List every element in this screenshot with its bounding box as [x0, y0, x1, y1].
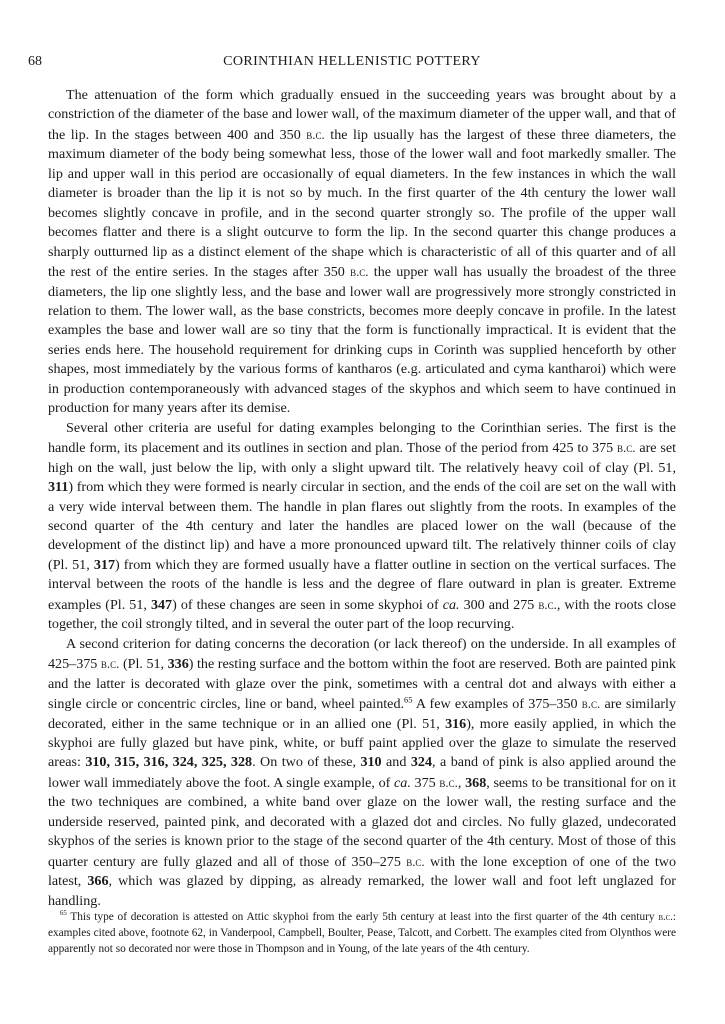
paragraph	[48, 419, 676, 635]
text-run: ) of these changes are seen in some skyphoi of	[172, 596, 443, 613]
running-head: CORINTHIAN HELLENISTIC POTTERY	[223, 54, 481, 69]
catalogue-number: 366	[87, 873, 109, 890]
paragraph	[48, 635, 676, 911]
text-run: ) from which they were formed is nearly circular in section, and the ends of the coil are set on the wall with a very wide interval between them. The handle in plan flares out slightly from the roots. In examples of the second quarter of the 4th century and later the handles are placed lower on the wall (because of the development of the distinct lip) and have a more pronounced upward tilt. The relatively thinner coils of clay (Pl. 51,	[48, 479, 676, 573]
text-run: b.c.	[100, 656, 120, 672]
text-run: A few examples of 375–350	[412, 696, 582, 713]
catalogue-number: 310, 315, 316, 324, 325, 328	[85, 754, 253, 771]
text-run: b.c.	[439, 774, 458, 790]
text-run: 300 and 275	[459, 596, 539, 613]
text-run: , seems to be transitional for on it the two techniques are combined, a white band over glaze on the lower wall, the resting surface and the underside reserved, painted pink, and decorated with a glazed dot and circles. No fully glazed, undecorated skyphos of the series is known prior to the stage of the second quarter of the 4th century. Most of those of this quarter century are fully glazed and all of those of 350–275	[48, 774, 677, 870]
text-run: , a band of pink is also applied around the lower wall immediately above the foot. A single example, of	[48, 754, 677, 791]
text-run: the lip usually has the largest of these three diameters, the maximum diameter of the body being somewhat less, those of the lower wall and foot markedly smaller. The lip and upper wall in this period are occasionally of equal diameters. In the few instances in which the wall diameter is broader than the lip it is not so by much. In the first quarter of the 4th century the lower wall becomes slightly concave in profile, and in the second quarter strongly so. The profile of the upper wall becomes flatter and there is a slight outcurve to form the lip. In the second quarter this change produces a sharply outturned lip as a distinct element of the shape which is characteristic of all of this quarter and of all the rest of the entire series. In the stages after 350	[48, 126, 676, 281]
catalogue-number: 324	[410, 754, 432, 771]
text-run: ) the resting surface and the bottom within the foot are reserved. Both are painted pink and the latter is decorated with glaze over the pink, sometimes with a central dot and always with either a single circle or concentric circles, line or band, wheel painted.	[48, 656, 676, 713]
text-run: . On two of these,	[252, 754, 361, 771]
footnote-marker: 65	[404, 694, 413, 705]
catalogue-number: 311	[48, 479, 69, 496]
text-run: ,	[457, 774, 466, 791]
text-run: The attenuation of the form which gradually ensued in the succeeding years was brought about by a constriction of the diameter of the base and lower wall, of the maximum diameter of the upper wall, and that of the lip. In the stages between 400 and 350	[48, 87, 676, 143]
text-run: are similarly decorated, either in the same technique or in an allied one (Pl. 51,	[48, 696, 676, 732]
text-run: Several other criteria are useful for dating examples belonging to the Corinthian series. The first is the handle form, its placement and its outlines in section and plan. Those of the period from 425 to 375	[48, 419, 676, 457]
catalogue-number: 336	[167, 656, 189, 673]
page-number: 68	[28, 54, 42, 69]
text-run: b.c.	[406, 853, 425, 869]
text-run: This type of decoration is attested on Attic skyphoi from the early 5th century at least into the first quarter of the 4th century	[66, 911, 659, 923]
catalogue-number: 317	[93, 556, 115, 573]
text-run: A second criterion for dating concerns the decoration (or lack thereof) on the underside. In all examples of 425–375	[48, 635, 676, 673]
footnote-65	[48, 910, 676, 957]
text-run: ) from which they are formed usually have a flatter outline in section on the vertical surfaces. The interval between the roots of the handle is less and the degree of flare outward in plan is greater. Extreme examples (Pl. 51,	[48, 556, 676, 613]
text-run: b.c.	[581, 696, 601, 712]
catalogue-number: 347	[150, 596, 173, 613]
text-run: ), more easily applied, in which the skyphoi are fully glazed but have pink, white, or buff paint applied over the glaze to simulate the reserved areas:	[48, 715, 676, 771]
catalogue-number: 316	[445, 715, 467, 732]
catalogue-number: 368	[465, 774, 487, 791]
text-run: b.c.	[538, 596, 557, 612]
text-run: , which was glazed by dipping, as already remarked, the lower wall and foot left unglazed for handling.	[48, 873, 677, 909]
text-run: : examples cited above, footnote 62, in Vanderpool, Campbell, Boulter, Pease, Talcott, and Corbett. The examples cited from Olynthos were apparently not so decorated nor were those in Thompson and in Young, of the late years of the 4th century.	[48, 911, 676, 955]
footnote-marker: 65	[60, 910, 67, 918]
text-run: ca.	[394, 774, 411, 791]
text-run: and	[381, 754, 411, 771]
text-run: , with the roots close together, the coil strongly tilted, and in several the outer part of the loop recurving.	[48, 596, 676, 633]
text-run: (Pl. 51,	[119, 656, 168, 673]
text-run: b.c.	[617, 440, 636, 456]
text-run: 375	[410, 774, 440, 791]
text-run: the upper wall has usually the broadest of the three diameters, the lip one slightly less, and the base and lower wall are progressively more strongly constricted in relation to them. The lower wall, as the base constricts, becomes more deeply concave in profile. In the latest examples the base and lower wall are so tiny that the form is functionally impractical. It is evident that the series ends here. The household requirement for drinking cups in Corinth was supplied henceforth by other shapes, most immediately by the various forms of kantharos (e.g. articulated and cyma kantharoi) which were in production contemporaneously with advanced stages of the skyphos and which seem to have continued in production for many years after its demise.	[48, 264, 676, 417]
page-header	[28, 52, 676, 72]
catalogue-number: 310	[360, 754, 382, 771]
text-run: ca.	[442, 596, 460, 613]
text-run: b.c.	[658, 912, 673, 923]
body-text	[48, 86, 676, 911]
text-run: b.c.	[306, 126, 325, 142]
footnote-block	[48, 910, 676, 957]
text-run: b.c.	[350, 264, 369, 280]
text-run: are set high on the wall, just below the lip, with only a slight upward tilt. The relatively heavy coil of clay (Pl. 51,	[48, 440, 676, 476]
paragraph	[48, 86, 676, 419]
text-run: with the lone exception of one of the two latest,	[48, 853, 676, 890]
